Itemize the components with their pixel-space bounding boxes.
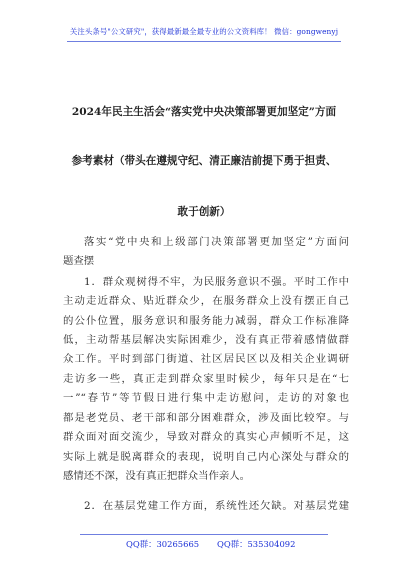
body-line: 题查摆 xyxy=(63,255,95,267)
body-line: 众工作。平时到部门街道、社区居民区以及相关企业调研 xyxy=(63,353,349,365)
body-line: 1．群众观树得不牢，为民服务意识不强。平时工作中 xyxy=(84,276,349,288)
footer-divider xyxy=(80,534,328,535)
header-divider xyxy=(67,41,341,42)
body-line: 低，主动帮基层解决实际困难少，没有真正带着感情做群 xyxy=(63,334,349,346)
body-line: 群众面对面交流少，导致对群众的真实心声倾听不足，这 xyxy=(63,431,349,443)
body-line: 的公仆位置，服务意识和服务能力减弱，群众工作标准降 xyxy=(63,315,349,327)
header-note: 关注头条号"公文研究"，获得最新最全最专业的公文资料库！ 微信：gongwenyj xyxy=(69,27,339,36)
footer-qq-group-1: QQ群：30265665 xyxy=(126,539,200,549)
document-title-line-3: 敢于创新） xyxy=(177,206,231,218)
document-title-line-1: 2024年民主生活会“落实党中央决策部署更加坚定”方面 xyxy=(71,106,337,118)
body-line: 都是老党员、老干部和部分困难群众，涉及面比较窄。与 xyxy=(63,412,349,424)
body-line: 2．在基层党建工作方面，系统性还欠缺。对基层党建 xyxy=(84,500,349,512)
document-title-line-2: 参考素材（带头在遵规守纪、清正廉洁前提下勇于担责、 xyxy=(71,155,337,167)
body-line: 实际上就是脱离群众的表现，说明自己内心深处与群众的 xyxy=(63,451,349,463)
body-line: 落实“党中央和上级部门决策部署更加坚定”方面问 xyxy=(84,236,349,248)
body-line: 一”“春节”等节假日进行集中走访慰问，走访的对象也 xyxy=(63,392,349,404)
body-line: 走访多一些，真正走到群众家里时候少，每年只是在“七 xyxy=(63,373,349,385)
body-line: 感情还不深，没有真正把群众当作亲人。 xyxy=(63,470,251,482)
footer-qq-group-2: QQ群：535304092 xyxy=(217,539,296,549)
body-line: 主动走近群众、贴近群众少，在服务群众上没有摆正自己 xyxy=(63,295,349,307)
